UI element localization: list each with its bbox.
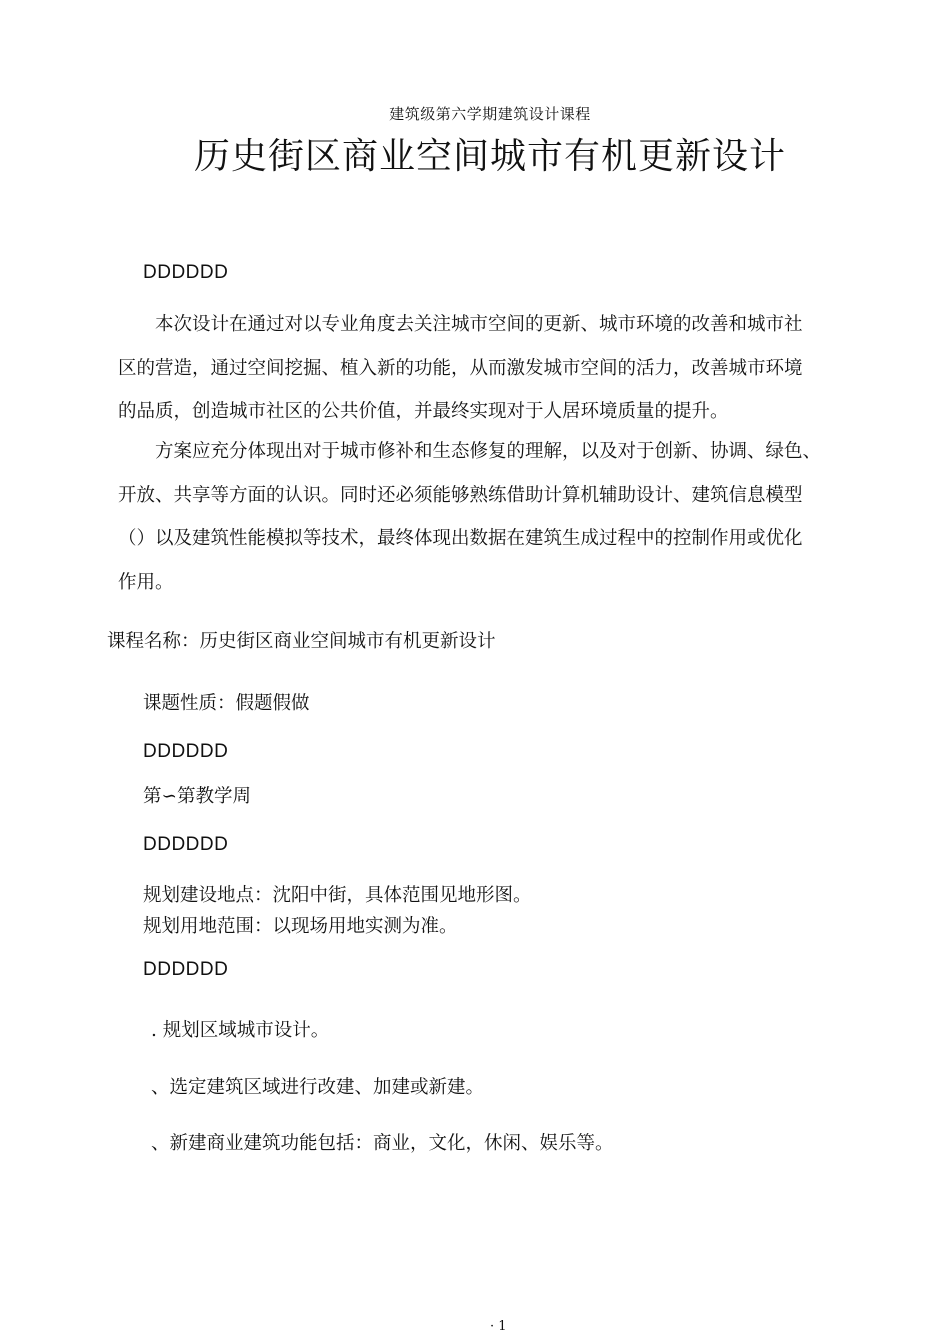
course-subtitle: 建筑级第六学期建筑设计课程 xyxy=(389,105,591,123)
page-title: 历史街区商业空间城市有机更新设计 xyxy=(193,136,786,177)
site-location: 规划建设地点：沈阳中街，具体范围见地形图。 xyxy=(143,885,532,906)
paragraph-line: 本次设计在通过对以专业角度去关注城市空间的更新、城市环境的改善和城市社 xyxy=(155,314,803,335)
requirements-paragraph xyxy=(118,430,888,604)
page-number: · 1 xyxy=(490,1319,507,1334)
task-item: 、新建商业建筑功能包括：商业，文化，休闲、娱乐等。 xyxy=(151,1133,614,1154)
site-range: 规划用地范围：以现场用地实测为准。 xyxy=(143,916,458,937)
course-name: 课程名称：历史街区商业空间城市有机更新设计 xyxy=(107,631,496,652)
paragraph-line: 开放、共享等方面的认识。同时还必须能够熟练借助计算机辅助设计、建筑信息模型 xyxy=(118,484,803,506)
paragraph-line: 区的营造，通过空间挖掘、植入新的功能，从而激发城市空间的活力，改善城市环境 xyxy=(118,357,803,379)
task-item: 、选定建筑区域进行改建、加建或新建。 xyxy=(151,1077,485,1098)
intro-paragraph xyxy=(118,303,888,434)
topic-nature: 课题性质：假题假做 xyxy=(143,693,310,714)
paragraph-line: 的品质，创造城市社区的公共价值，并最终实现对于人居环境质量的提升。 xyxy=(118,401,729,422)
teaching-weeks: 第∽第教学周 xyxy=(143,786,252,807)
paragraph-line: （）以及建筑性能模拟等技术，最终体现出数据在建筑生成过程中的控制作用或优化 xyxy=(118,528,803,549)
section-heading: DDDDDD xyxy=(143,741,229,762)
task-item: . 规划区域城市设计。 xyxy=(151,1020,330,1041)
section-heading: DDDDDD xyxy=(143,959,229,980)
paragraph-line: 作用。 xyxy=(118,571,174,593)
section-heading: DDDDDD xyxy=(143,834,229,855)
section-heading: DDDDDD xyxy=(143,262,229,283)
paragraph-line: 方案应充分体现出对于城市修补和生态修复的理解，以及对于创新、协调、绿色、 xyxy=(155,441,822,462)
